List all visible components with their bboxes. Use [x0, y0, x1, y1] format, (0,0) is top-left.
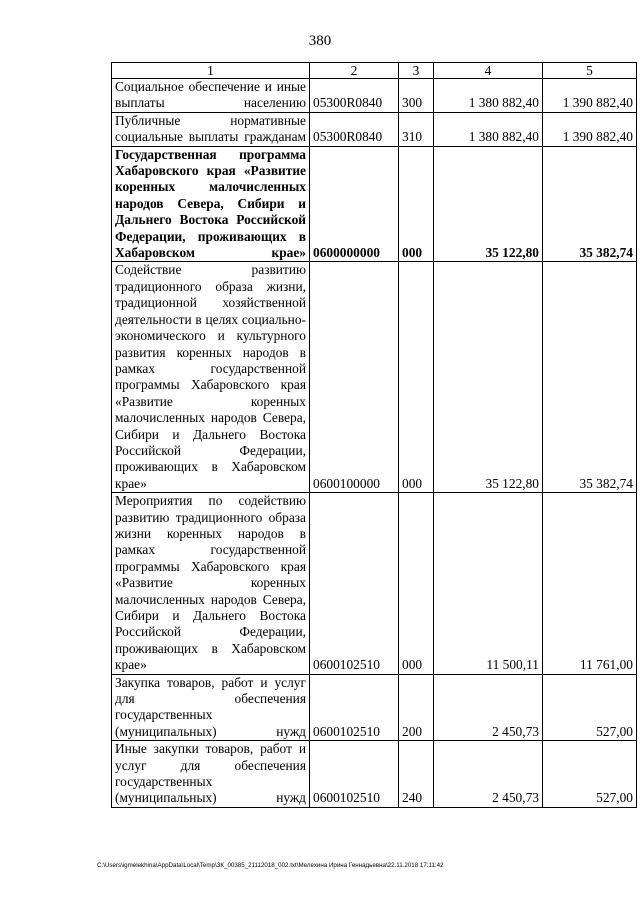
- row-target-code: 05300R0840: [310, 79, 399, 113]
- row-target-code: 0600100000: [310, 262, 399, 493]
- row-name: Закупка товаров, работ и услуг для обеспечения государственных (муниципальных) нужд: [112, 674, 310, 741]
- row-value-col5: 35 382,74: [543, 262, 637, 493]
- table-row: [112, 741, 637, 808]
- row-expense-type: 200: [399, 674, 434, 741]
- row-target-code: 0600102510: [310, 741, 399, 808]
- row-expense-type: 240: [399, 741, 434, 808]
- row-value-col5: 11 761,00: [543, 493, 637, 674]
- header-col-3: 3: [399, 63, 434, 79]
- row-name: Социальное обеспечение и иные выплаты населению: [112, 79, 310, 113]
- table-row: [112, 493, 637, 674]
- row-value-col5: 35 382,74: [543, 146, 637, 262]
- row-value-col4: 35 122,80: [434, 262, 543, 493]
- header-col-2: 2: [310, 63, 399, 79]
- table-row: [112, 112, 637, 146]
- row-target-code: 05300R0840: [310, 112, 399, 146]
- row-name: Государственная программа Хабаровского края «Развитие коренных малочисленных народов Севера, Сибири и Дальнего Востока Российской Федерации, проживающих в Хабаровском крае»: [112, 146, 310, 262]
- row-value-col5: 527,00: [543, 674, 637, 741]
- budget-table: [111, 62, 637, 808]
- row-expense-type: 000: [399, 146, 434, 262]
- row-name: Содействие развитию традиционного образа жизни, традиционной хозяйственной деятельности в целях социально-экономического и культурного развития коренных народов в рамках государственной программы Хабаровского края «Развитие коренных малочисленных народов Севера, Сибири и Дальнего Востока Российской Федерации, проживающих в Хабаровском крае»: [112, 262, 310, 493]
- table-row: [112, 146, 637, 262]
- row-value-col4: 1 380 882,40: [434, 79, 543, 113]
- row-value-col4: 35 122,80: [434, 146, 543, 262]
- row-value-col4: 11 500,11: [434, 493, 543, 674]
- row-expense-type: 000: [399, 262, 434, 493]
- row-value-col5: 527,00: [543, 741, 637, 808]
- row-target-code: 0600102510: [310, 493, 399, 674]
- row-value-col4: 1 380 882,40: [434, 112, 543, 146]
- row-target-code: 0600000000: [310, 146, 399, 262]
- row-expense-type: 000: [399, 493, 434, 674]
- table-row: [112, 262, 637, 493]
- page-number: 380: [308, 33, 332, 49]
- file-path-footer: C:\Users\igmelekhina\AppData\Local\Temp\ЗК_00385_21112018_002.txt\Мелехина Ирина Геннадьевна\22.11.2018 17:11:42: [97, 862, 444, 869]
- row-value-col5: 1 390 882,40: [543, 79, 637, 113]
- row-value-col4: 2 450,73: [434, 674, 543, 741]
- table-header-row: [112, 63, 637, 79]
- row-value-col4: 2 450,73: [434, 741, 543, 808]
- row-value-col5: 1 390 882,40: [543, 112, 637, 146]
- table-row: [112, 79, 637, 113]
- header-col-5: 5: [543, 63, 637, 79]
- row-name: Публичные нормативные социальные выплаты гражданам: [112, 112, 310, 146]
- header-col-1: 1: [112, 63, 310, 79]
- row-expense-type: 310: [399, 112, 434, 146]
- row-name: Иные закупки товаров, работ и услуг для обеспечения государственных (муниципальных) нужд: [112, 741, 310, 808]
- table-row: [112, 674, 637, 741]
- row-expense-type: 300: [399, 79, 434, 113]
- row-target-code: 0600102510: [310, 674, 399, 741]
- row-name: Мероприятия по содействию развитию традиционного образа жизни коренных народов в рамках государственной программы Хабаровского края «Развитие коренных малочисленных народов Севера, Сибири и Дальнего Востока Российской Федерации, проживающих в Хабаровском крае»: [112, 493, 310, 674]
- header-col-4: 4: [434, 63, 543, 79]
